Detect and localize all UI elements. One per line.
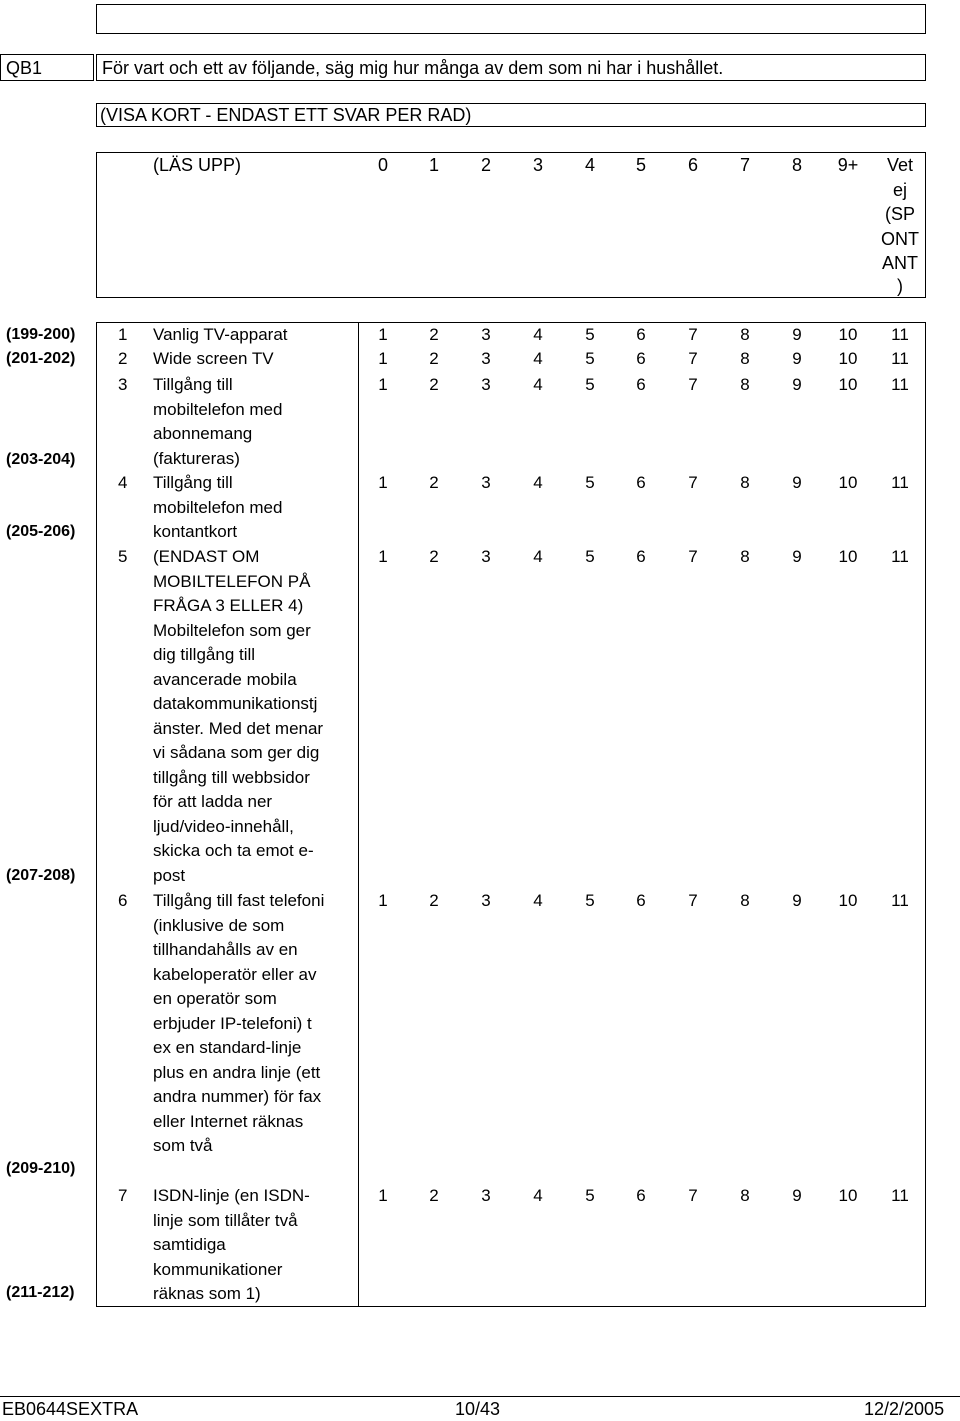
answer-code: 11	[891, 1186, 909, 1205]
label-line: erbjuder IP-telefoni) t	[153, 1013, 312, 1033]
option-8: 8	[791, 155, 802, 175]
label-line: abonnemang	[153, 424, 253, 443]
answer-code: 2	[429, 547, 439, 566]
label-line: avancerade mobila	[153, 669, 297, 689]
answer-code: 9	[792, 325, 802, 344]
answer-code: 1	[378, 325, 388, 344]
row-code: (199-200)	[6, 326, 76, 343]
answer-code: 2	[429, 1186, 439, 1205]
row-label-5	[153, 545, 358, 888]
label-line: plus en andra linje (ett	[153, 1062, 321, 1082]
dont-know-line: ONT	[881, 228, 919, 249]
answer-code: 9	[792, 473, 802, 492]
answer-code: 3	[481, 473, 491, 492]
answer-code: 10	[838, 891, 858, 910]
answer-code: 9	[792, 891, 802, 910]
answer-code: 1	[378, 1186, 388, 1205]
label-line: mobiltelefon med	[153, 497, 283, 517]
answer-code: 7	[688, 349, 698, 368]
row-code: (211-212)	[6, 1284, 75, 1301]
option-6: 6	[687, 155, 698, 175]
answer-code: 8	[740, 349, 750, 368]
row-label-3	[153, 373, 358, 471]
label-line: Tillgång till	[153, 375, 233, 394]
answer-code: 4	[533, 1186, 543, 1205]
label-line: änster. Med det menar	[153, 718, 324, 738]
answer-code: 2	[429, 375, 439, 394]
footer-doc-id: EB0644SEXTRA	[2, 1399, 139, 1419]
instruction-text: (VISA KORT - ENDAST ETT SVAR PER RAD)	[100, 105, 472, 125]
dont-know-line: Vet	[886, 155, 914, 175]
label-line: MOBILTELEFON PÅ	[153, 571, 311, 591]
answer-code: 3	[481, 891, 491, 910]
option-0: 0	[377, 155, 388, 175]
answer-code: 7	[688, 375, 698, 394]
answer-code: 5	[585, 891, 595, 910]
answer-code: 10	[838, 349, 858, 368]
label-line: för att ladda ner	[153, 792, 273, 811]
label-line: kommunikationer	[153, 1259, 283, 1279]
option-3: 3	[532, 155, 543, 175]
row-number: 1	[118, 325, 128, 344]
row-number: 6	[118, 891, 128, 910]
answer-code: 4	[533, 891, 543, 910]
label-line: FRÅGA 3 ELLER 4)	[153, 596, 304, 615]
answer-code: 8	[740, 473, 750, 492]
answer-code: 2	[429, 473, 439, 492]
label-line: mobiltelefon med	[153, 399, 283, 419]
label-line: kontantkort	[153, 522, 238, 541]
answer-code: 2	[429, 349, 439, 368]
row-code: (207-208)	[6, 867, 76, 884]
answer-code: 5	[585, 375, 595, 394]
top-empty-box	[96, 4, 926, 34]
answer-code: 9	[792, 547, 802, 566]
row-code: (209-210)	[6, 1160, 76, 1177]
row-code: (205-206)	[6, 523, 76, 540]
option-2: 2	[480, 155, 491, 175]
label-line: (faktureras)	[153, 448, 240, 468]
question-text-box	[96, 54, 926, 81]
answer-code: 1	[378, 375, 388, 394]
answer-code: 11	[891, 891, 909, 910]
row-label-4	[153, 471, 358, 545]
label-line: kabeloperatör eller av	[153, 964, 317, 984]
answer-code: 7	[688, 1186, 698, 1205]
label-line: skicka och ta emot e-	[153, 841, 314, 860]
label-line: Mobiltelefon som ger	[153, 620, 311, 640]
option-5: 5	[635, 155, 646, 175]
answer-code: 5	[585, 547, 595, 566]
footer-date: 12/2/2005	[864, 1399, 945, 1419]
answer-code: 3	[481, 325, 491, 344]
option-1: 1	[428, 155, 439, 175]
answer-code: 8	[740, 547, 750, 566]
row-label-7	[153, 1184, 358, 1307]
answer-code: 6	[636, 375, 646, 394]
answer-code: 8	[740, 891, 750, 910]
answer-code: 11	[891, 349, 909, 368]
row-label: Vanlig TV-apparat	[153, 325, 288, 344]
answer-code: 5	[585, 473, 595, 492]
answer-code: 4	[533, 547, 543, 566]
answer-code: 11	[891, 325, 909, 344]
label-line: Tillgång till fast telefoni	[153, 891, 325, 910]
answer-code: 6	[636, 1186, 646, 1205]
label-line: datakommunikationstj	[153, 694, 318, 713]
option-7: 7	[739, 155, 750, 175]
answer-code: 6	[636, 325, 646, 344]
question-text: För vart och ett av följande, säg mig hur många av dem som ni har i hushållet.	[102, 58, 724, 78]
answer-code: 4	[533, 375, 543, 394]
label-line: linje som tillåter två	[153, 1210, 298, 1230]
dont-know-line: ANT	[882, 253, 918, 273]
option-4: 4	[584, 155, 595, 175]
answer-code: 3	[481, 547, 491, 566]
row-number: 2	[118, 349, 128, 368]
row-code: (201-202)	[6, 350, 76, 367]
table-right-border	[925, 322, 926, 1306]
instruction-box	[96, 103, 926, 127]
label-line: andra nummer) för fax	[153, 1087, 322, 1106]
answer-code: 10	[838, 473, 858, 492]
answer-code: 11	[891, 547, 909, 566]
answer-code: 2	[429, 891, 439, 910]
dont-know-line: ej	[892, 179, 907, 200]
answer-code: 9	[792, 349, 802, 368]
row-label: Wide screen TV	[153, 349, 274, 368]
answer-code: 10	[838, 375, 858, 394]
label-line: som två	[153, 1136, 213, 1155]
answer-code: 6	[636, 891, 646, 910]
answer-code: 4	[533, 473, 543, 492]
answer-code: 10	[838, 547, 858, 566]
row-number: 4	[118, 473, 128, 492]
read-aloud-label: (LÄS UPP)	[153, 155, 242, 175]
label-line: ljud/video-innehåll,	[153, 816, 294, 836]
answer-code: 9	[792, 375, 802, 394]
label-line: (inklusive de som	[153, 915, 285, 935]
label-line: en operatör som	[153, 989, 277, 1008]
dont-know-line: (SP	[884, 204, 915, 224]
answer-code: 4	[533, 349, 543, 368]
answer-code: 1	[378, 891, 388, 910]
label-line: (ENDAST OM	[153, 547, 260, 566]
row-number: 3	[118, 375, 128, 394]
answer-code: 8	[740, 325, 750, 344]
option-9plus: 9+	[837, 155, 859, 175]
answer-code: 6	[636, 547, 646, 566]
answer-code: 1	[378, 349, 388, 368]
dont-know-line: )	[897, 275, 903, 296]
dont-know-header	[876, 153, 924, 296]
label-line: post	[153, 865, 186, 885]
answer-code: 5	[585, 349, 595, 368]
label-line: vi sådana som ger dig	[153, 743, 320, 762]
answer-code: 7	[688, 547, 698, 566]
question-id-box	[0, 54, 94, 81]
answer-code: 6	[636, 349, 646, 368]
answer-code: 1	[378, 547, 388, 566]
row-code: (203-204)	[6, 451, 76, 468]
answer-code: 1	[378, 473, 388, 492]
answer-code: 3	[481, 375, 491, 394]
row-number: 7	[118, 1186, 128, 1205]
answer-code: 6	[636, 473, 646, 492]
table-label-divider	[358, 322, 359, 1306]
row-number: 5	[118, 547, 128, 566]
footer-page: 10/43	[455, 1399, 501, 1419]
row-label-6	[153, 889, 358, 1159]
answer-code: 11	[891, 473, 909, 492]
label-line: räknas som 1)	[153, 1284, 261, 1303]
label-line: ex en standard-linje	[153, 1038, 302, 1057]
answer-code: 3	[481, 1186, 491, 1205]
answer-code: 11	[891, 375, 909, 394]
answer-code: 3	[481, 349, 491, 368]
answer-code: 8	[740, 1186, 750, 1205]
answer-code: 4	[533, 325, 543, 344]
label-line: dig tillgång till	[153, 645, 256, 664]
label-line: eller Internet räknas	[153, 1111, 304, 1131]
label-line: Tillgång till	[153, 473, 233, 492]
label-line: tillgång till webbsidor	[153, 767, 310, 787]
question-id: QB1	[6, 58, 43, 78]
answer-code: 7	[688, 325, 698, 344]
table-left-border	[96, 322, 97, 1306]
answer-code: 10	[838, 325, 858, 344]
answer-code: 10	[838, 1186, 858, 1205]
answer-code: 8	[740, 375, 750, 394]
answer-code: 7	[688, 473, 698, 492]
answer-code: 7	[688, 891, 698, 910]
answer-code: 2	[429, 325, 439, 344]
label-line: tillhandahålls av en	[153, 940, 298, 959]
label-line: samtidiga	[153, 1235, 226, 1254]
answer-code: 5	[585, 1186, 595, 1205]
answer-code: 5	[585, 325, 595, 344]
label-line: ISDN-linje (en ISDN-	[153, 1186, 310, 1205]
answer-code: 9	[792, 1186, 802, 1205]
